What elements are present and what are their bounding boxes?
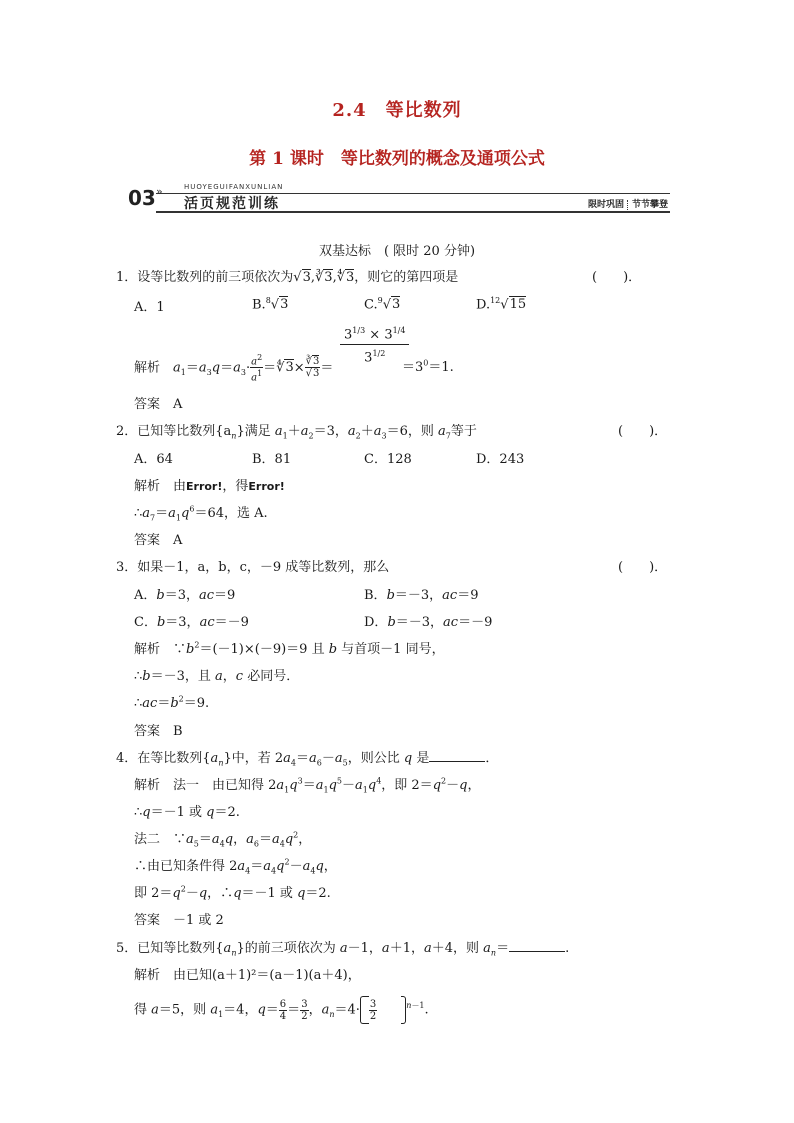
- q3-bracket: ( )．: [618, 560, 668, 575]
- q3-option-c: C．b＝3，ac＝－9: [134, 615, 249, 630]
- section-heading: 双基达标 ( 限时 20 分钟): [318, 244, 476, 259]
- q3-analysis-3: $\therefore ac=b^2=9$.: [134, 694, 210, 711]
- q5-stem: 5．已知等比数列$\{a_n\}$的前三项依次为 a－1，a＋1，a＋4，则 $a_n=$ .: [116, 941, 570, 958]
- q1-answer: 答案 A: [134, 397, 183, 412]
- q2-bracket: ( )．: [618, 424, 668, 439]
- banner-name: 活页规范训练: [184, 196, 280, 212]
- q5-analysis-2: 得 a＝5，则 $a_1=4$，q＝ $\frac{6}{4}$ ＝ $\frac{3}{2}$ ，$a_n=4\cdot$ $\frac{3}{2}$ $^{n-1}$.: [134, 996, 429, 1024]
- q1-stem: 1．设等比数列的前三项依次为√3,∛3,∜3，则它的第四项是: [116, 270, 459, 285]
- left-paren: [360, 996, 369, 1024]
- q3-analysis: 解析 $\because b^2=(-1)\times(-9)=9$ 且 b 与首项－1 同号，: [134, 640, 445, 657]
- q3-answer: 答案 B: [134, 724, 183, 739]
- q3-option-d: D．b＝－3，ac＝－9: [364, 615, 493, 630]
- q4-analysis-4: ∴由已知条件得 $2a_4=a_4q^2-a_4q$，: [134, 857, 337, 876]
- q5-blank: [509, 940, 565, 952]
- lesson-title: 2.4 等比数列: [332, 100, 462, 121]
- q4-analysis-5: 即 $2=q^2-q$，∴q＝－1 或 q＝2.: [134, 884, 331, 901]
- tag-divider: [627, 200, 629, 210]
- q2-stem: 2．已知等比数列$\{a_n\}$满足 $a_1+a_2=3$，$a_2+a_3=6$，则 $a_7$等于: [116, 424, 477, 441]
- q1-result: $=3^0=1$.: [402, 358, 454, 375]
- banner-bottom-rule: [156, 211, 670, 213]
- q1-bracket: ( )．: [592, 270, 642, 285]
- q2-analysis: 解析 由Error!，得Error!: [134, 479, 285, 494]
- q2-answer: 答案 A: [134, 533, 183, 548]
- q4-analysis-1: 解析 法一 由已知得 $2a_1q^3=a_1q^5-a_1q^4$，即 $2=q^2-q$，: [134, 776, 481, 795]
- q1-option-d: D.$^{12}$√15: [476, 296, 527, 313]
- banner-tag-1: 限时巩固: [587, 200, 624, 210]
- banner-pinyin: HUOYEGUIFANXUNLIAN: [184, 183, 284, 191]
- q1-big-fraction: $3^{1/3} \times 3^{1/4}$ $3^{1/2}$: [340, 326, 409, 366]
- banner-number: 03: [128, 186, 156, 210]
- q2-analysis-2: $\therefore a_7=a_1q^6=64$，选 A.: [134, 504, 268, 523]
- q4-blank: [429, 750, 485, 762]
- q1-analysis: 解析 $a_1=a_3q=a_3\cdot$ $\frac{a^2}{a^1}$ ＝∜3× $\frac{∛3}{√3}$ ＝: [134, 353, 334, 384]
- section-banner: [128, 183, 670, 213]
- q1-option-b: B.$^8$√3: [252, 296, 289, 313]
- q3-analysis-2: ∴b＝－3，且 a，c 必同号．: [134, 669, 300, 684]
- q2-option-c: C．128: [364, 452, 412, 467]
- q2-option-a: A．64: [134, 452, 173, 467]
- q1-option-c: C.$^9$√3: [364, 296, 401, 313]
- q4-stem: 4．在等比数列$\{a_n\}$中，若 $2a_4=a_6-a_5$，则公比 q 是 ．: [116, 751, 499, 768]
- banner-tag-2: 节节攀登: [631, 200, 668, 210]
- q3-option-a: A．b＝3，ac＝9: [134, 588, 236, 603]
- q3-stem: 3．如果－1，a，b，c，－9 成等比数列，那么: [116, 560, 390, 575]
- q4-analysis-2: ∴q＝－1 或 q＝2.: [134, 805, 240, 820]
- q4-answer: 答案 －1 或 2: [134, 913, 224, 928]
- q1-option-a: A．1: [134, 300, 165, 315]
- q4-analysis-3: 法二 $\because a_5=a_4q$，$a_6=a_4q^2$，: [134, 830, 312, 849]
- q2-option-b: B．81: [252, 452, 292, 467]
- q5-analysis: 解析 由已知(a＋1)²＝(a－1)(a＋4)，: [134, 968, 361, 983]
- q3-option-b: B．b＝－3，ac＝9: [364, 588, 479, 603]
- q2-option-d: D．243: [476, 452, 525, 467]
- banner-tags: [588, 197, 668, 210]
- lesson-subtitle: 第 1 课时 等比数列的概念及通项公式: [249, 149, 545, 169]
- chevron-right-icon: »: [156, 185, 163, 198]
